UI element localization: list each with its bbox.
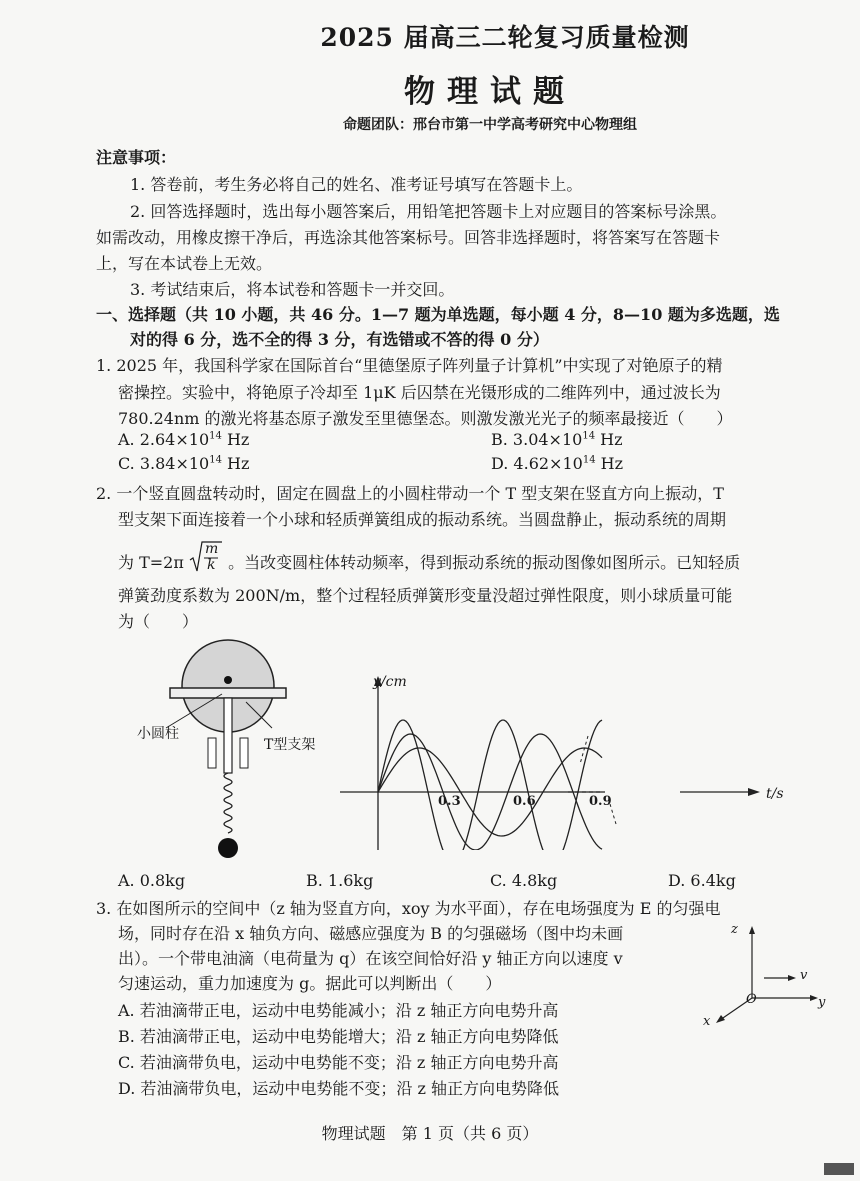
q3-stem-2: 场，同时存在沿 x 轴负方向、磁感应强度为 B 的匀强磁场（图中均未画 xyxy=(118,924,624,943)
x-axis-arrow xyxy=(748,788,760,796)
graph-y-label: y/cm xyxy=(373,674,407,690)
q3-option-a: A. 若油滴带正电，运动中电势能减小；沿 z 轴正方向电势升高 xyxy=(118,1001,559,1020)
section-heading: 一、选择题（共 10 小题，共 46 分。1—7 题为单选题，每小题 4 分，8—10 题为多选题，选 xyxy=(96,305,780,324)
note-2: 2. 回答选择题时，选出每小题答案后，用铅笔把答题卡上对应题目的答案标号涂黑。 xyxy=(130,202,727,221)
tick-0-9: 0.9 xyxy=(589,794,612,809)
dashed-mark-1 xyxy=(580,736,588,764)
note-2-cont: 如需改动，用橡皮擦干净后，再选涂其他答案标号。回答非选择题时，将答案写在答题卡 xyxy=(96,228,721,247)
q2-stem: 2. 一个竖直圆盘转动时，固定在圆盘上的小圆柱带动一个 T 型支架在竖直方向上振动，T xyxy=(96,484,724,503)
q3-stem: 3. 在如图所示的空间中（z 轴为竖直方向，xoy 为水平面），存在电场强度为 E 的匀强电 xyxy=(96,899,721,918)
exam-team: 命题团队：邢台市第一中学高考研究中心物理组 xyxy=(343,117,637,133)
velocity-label: v xyxy=(800,968,808,983)
graph-x-label: t/s xyxy=(766,786,784,802)
q2-stem-5: 为（ ） xyxy=(118,612,199,631)
notes-heading: 注意事项： xyxy=(96,148,177,167)
q1-stem-2: 密操控。实验中，将铯原子冷却至 1μK 后囚禁在光镊形成的二维阵列中，通过波长为 xyxy=(118,383,721,402)
q1-option-d: D. $4.62\times 10^{14}$ Hz xyxy=(491,454,624,473)
guide-left xyxy=(208,738,216,768)
watermark-logo xyxy=(824,1163,854,1175)
ball xyxy=(218,838,238,858)
coordinate-axes-figure xyxy=(700,922,830,1032)
page-footer: 物理试题 第 1 页（共 6 页） xyxy=(321,1124,539,1143)
q1-stem-3: 780.24nm 的激光将基态原子激发至里德堡态。则激发激光光子的频率最接近（ ） xyxy=(118,409,733,428)
q3-option-c: C. 若油滴带负电，运动中电势能不变；沿 z 轴正方向电势升高 xyxy=(118,1053,559,1072)
q1-stem: 1. 2025 年，我国科学家在国际首台“里德堡原子阵列量子计算机”中实现了对铯原子的精 xyxy=(96,356,723,375)
tick-0-3: 0.3 xyxy=(438,794,461,809)
disk-center xyxy=(224,676,232,684)
q1-option-b: B. $3.04\times 10^{14}$ Hz xyxy=(491,430,623,449)
q2-option-d: D. 6.4kg xyxy=(668,871,736,890)
z-axis-arrow xyxy=(749,926,755,934)
note-3: 3. 考试结束后，将本试卷和答题卡一并交回。 xyxy=(130,280,455,299)
q3-stem-4: 匀速运动，重力加速度为 g。据此可以判断出（ ） xyxy=(118,974,502,993)
q2-stem-4: 弹簧劲度系数为 200N/m，整个过程轻质弹簧形变量没超过弹性限度，则小球质量可能 xyxy=(118,586,733,605)
exam-title: 2025 届高三二轮复习质量检测 xyxy=(320,23,690,52)
q2-option-a: A. 0.8kg xyxy=(118,871,186,890)
section-heading-cont: 对的得 6 分，选不全的得 3 分，有选错或不答的得 0 分） xyxy=(130,330,549,349)
vibration-curve-1 xyxy=(378,720,602,850)
y-axis-3d-arrow xyxy=(810,995,818,1001)
label-small-cylinder: 小圆柱 xyxy=(137,726,179,742)
q1-option-a: A. $2.64\times 10^{14}$ Hz xyxy=(118,430,250,449)
axis-y-label: y xyxy=(818,995,826,1010)
guide-right xyxy=(240,738,248,768)
note-2-end: 上，写在本试卷上无效。 xyxy=(96,254,273,273)
q1-option-c: C. $3.84\times 10^{14}$ Hz xyxy=(118,454,250,473)
q3-option-d: D. 若油滴带负电，运动中电势能不变；沿 z 轴正方向电势降低 xyxy=(118,1079,560,1098)
origin-label: O xyxy=(746,992,757,1007)
velocity-arrow-head xyxy=(788,975,796,981)
formula-k: k xyxy=(206,556,216,573)
label-t-frame: T型支架 xyxy=(264,737,316,753)
q2-option-b: B. 1.6kg xyxy=(306,871,374,890)
axis-x-label: x xyxy=(703,1014,711,1029)
t-frame-rod xyxy=(224,698,232,773)
axis-z-label: z xyxy=(731,922,738,937)
note-1: 1. 答卷前，考生务必将自己的姓名、准考证号填写在答题卡上。 xyxy=(130,175,583,194)
period-formula-root xyxy=(189,540,223,574)
q3-stem-3: 出）。一个带电油滴（电荷量为 q）在该空间恰好沿 y 轴正方向以速度 v xyxy=(118,949,623,968)
tick-0-6: 0.6 xyxy=(513,794,536,809)
q2-option-c: C. 4.8kg xyxy=(490,871,558,890)
formula-m: m xyxy=(204,540,219,557)
vibration-graph xyxy=(340,672,800,850)
spring xyxy=(224,773,232,833)
q2-stem-3: 为 T=2π m k 。当改变圆柱体转动频率，得到振动系统的振动图像如图所示。已知轻质 xyxy=(118,540,741,573)
q3-option-b: B. 若油滴带正电，运动中电势能增大；沿 z 轴正方向电势降低 xyxy=(118,1027,559,1046)
x-axis-3d-arrow xyxy=(716,1015,725,1023)
t-frame-bar xyxy=(170,688,286,698)
subject-title: 物理试题 xyxy=(404,74,576,110)
vibration-curves xyxy=(378,720,602,850)
q2-stem-2: 型支架下面连接着一个小球和轻质弹簧组成的振动系统。当圆盘静止，振动系统的周期 xyxy=(118,510,727,529)
